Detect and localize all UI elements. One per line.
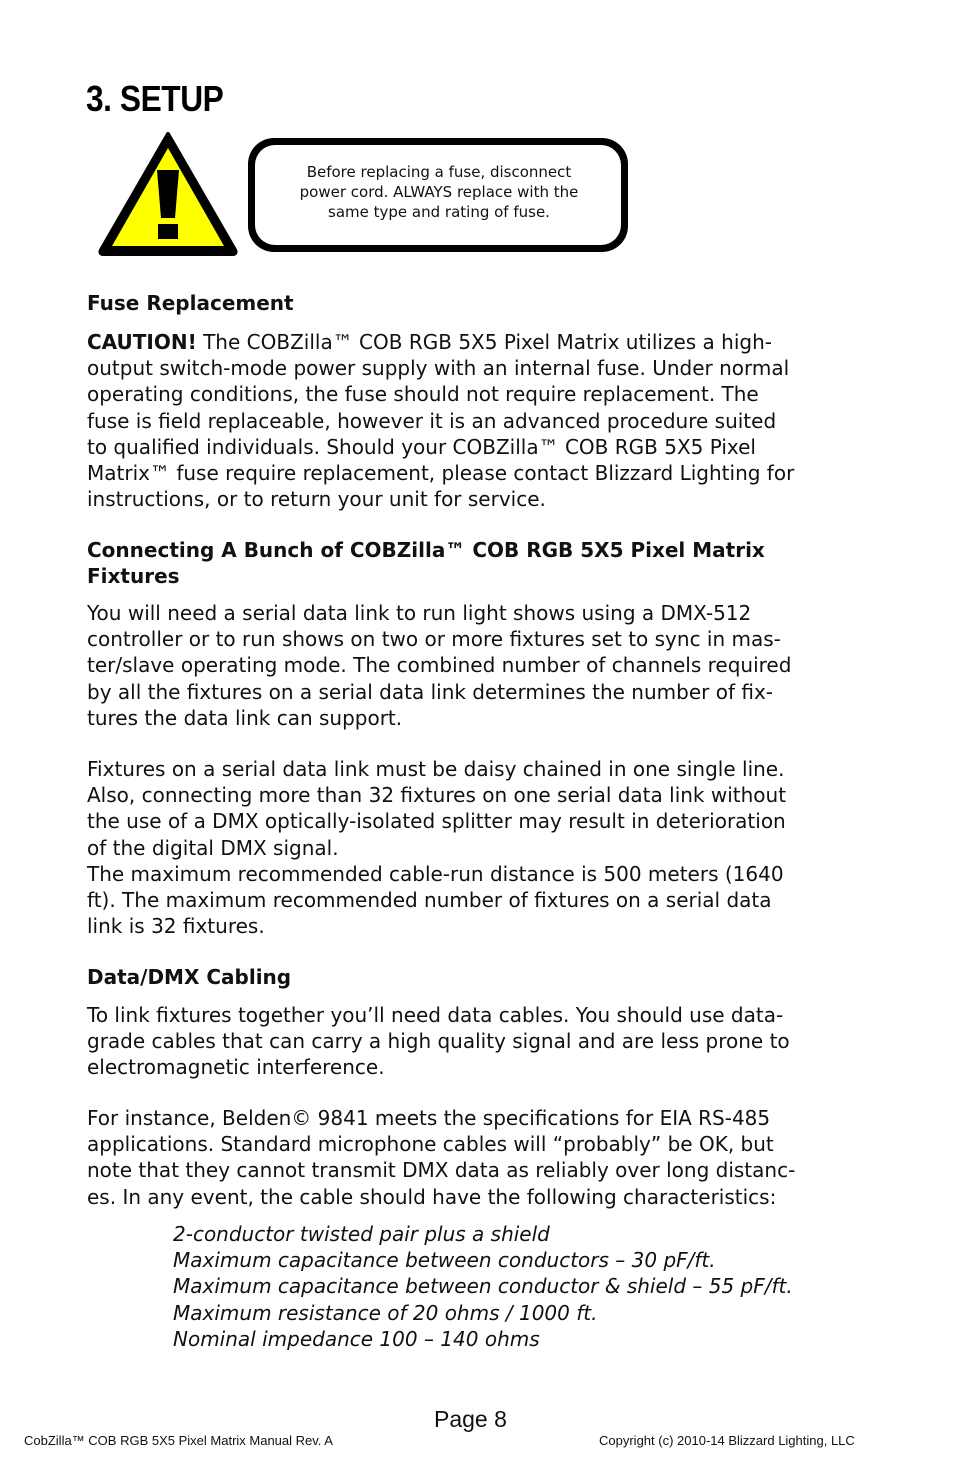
text-line: Also, connecting more than 32 fixtures on one serial data link without bbox=[87, 783, 787, 808]
text-line: You will need a serial data link to run light shows using a DMX-512 bbox=[87, 601, 752, 625]
warning-text bbox=[262, 162, 616, 222]
text-line: To link fixtures together you’ll need data cables. You should use data- bbox=[87, 1003, 784, 1027]
heading-line: Fixtures bbox=[87, 564, 180, 588]
text-line: Fixtures on a serial data link must be daisy chained in one single line. bbox=[87, 757, 785, 781]
text-line: Matrix™ fuse require replacement, please contact Blizzard Lighting for bbox=[87, 461, 795, 486]
footer-copyright: Copyright (c) 2010-14 Blizzard Lighting, LLC bbox=[599, 1433, 855, 1448]
spec-item: Nominal impedance 100 – 140 ohms bbox=[173, 1326, 540, 1351]
connecting-heading bbox=[87, 537, 765, 589]
page-number: Page 8 bbox=[434, 1406, 507, 1432]
warning-triangle-icon bbox=[96, 128, 240, 258]
warning-line: same type and rating of fuse. bbox=[328, 203, 550, 221]
text-line: output switch-mode power supply with an internal fuse. Under normal bbox=[87, 356, 790, 381]
text-line: of the digital DMX signal. bbox=[87, 835, 339, 860]
text-line: operating conditions, the fuse should not require replacement. The bbox=[87, 382, 759, 407]
fuse-paragraph bbox=[87, 329, 867, 512]
cabling-paragraph-1 bbox=[87, 1002, 867, 1081]
page-title: 3. SETUP bbox=[86, 78, 224, 119]
text-line: link is 32 fixtures. bbox=[87, 914, 265, 939]
text-line: note that they cannot transmit DMX data as reliably over long distanc- bbox=[87, 1158, 796, 1183]
text-line: The COBZilla™ COB RGB 5X5 Pixel Matrix utilizes a high- bbox=[196, 330, 772, 354]
spec-item: Maximum capacitance between conductor & shield – 55 pF/ft. bbox=[173, 1274, 793, 1299]
spec-item: Maximum capacitance between conductors – 30 pF/ft. bbox=[173, 1248, 716, 1273]
text-line: applications. Standard microphone cables will “probably” be OK, but bbox=[87, 1132, 774, 1157]
text-line: ft). The maximum recommended number of fixtures on a serial data bbox=[87, 888, 772, 913]
connecting-paragraph-1 bbox=[87, 600, 867, 731]
footer-manual-title: CobZilla™ COB RGB 5X5 Pixel Matrix Manual Rev. A bbox=[24, 1433, 333, 1448]
text-line: tures the data link can support. bbox=[87, 705, 403, 730]
spec-item: Maximum resistance of 20 ohms / 1000 ft. bbox=[173, 1300, 598, 1325]
connecting-paragraph-2 bbox=[87, 756, 867, 939]
text-line: es. In any event, the cable should have the following characteristics: bbox=[87, 1184, 777, 1209]
spec-item: 2-conductor twisted pair plus a shield bbox=[173, 1222, 550, 1246]
text-line: to qualified individuals. Should your COBZilla™ COB RGB 5X5 Pixel bbox=[87, 434, 756, 459]
text-line: For instance, Belden© 9841 meets the specifications for EIA RS-485 bbox=[87, 1106, 771, 1130]
text-line: instructions, or to return your unit for service. bbox=[87, 487, 546, 512]
warning-line: Before replacing a fuse, disconnect bbox=[306, 163, 572, 181]
caution-label: CAUTION! bbox=[87, 330, 197, 354]
cabling-paragraph-2 bbox=[87, 1105, 867, 1210]
cable-spec-list bbox=[173, 1221, 793, 1352]
text-line: the use of a DMX optically-isolated splitter may result in deterioration bbox=[87, 809, 786, 834]
text-line: ter/slave operating mode. The combined number of channels required bbox=[87, 653, 792, 678]
text-line: The maximum recommended cable-run distance is 500 meters (1640 bbox=[87, 861, 784, 886]
fuse-heading: Fuse Replacement bbox=[87, 291, 294, 315]
text-line: by all the fixtures on a serial data link determines the number of fix- bbox=[87, 679, 773, 704]
cabling-heading: Data/DMX Cabling bbox=[87, 965, 292, 989]
text-line: controller or to run shows on two or more fixtures set to sync in mas- bbox=[87, 627, 781, 652]
warning-line: power cord. ALWAYS replace with the bbox=[299, 183, 579, 201]
text-line: grade cables that can carry a high quality signal and are less prone to bbox=[87, 1029, 790, 1054]
text-line: electromagnetic interference. bbox=[87, 1055, 385, 1080]
heading-line: Connecting A Bunch of COBZilla™ COB RGB 5X5 Pixel Matrix bbox=[87, 538, 765, 562]
text-line: fuse is field replaceable, however it is an advanced procedure suited bbox=[87, 408, 777, 433]
